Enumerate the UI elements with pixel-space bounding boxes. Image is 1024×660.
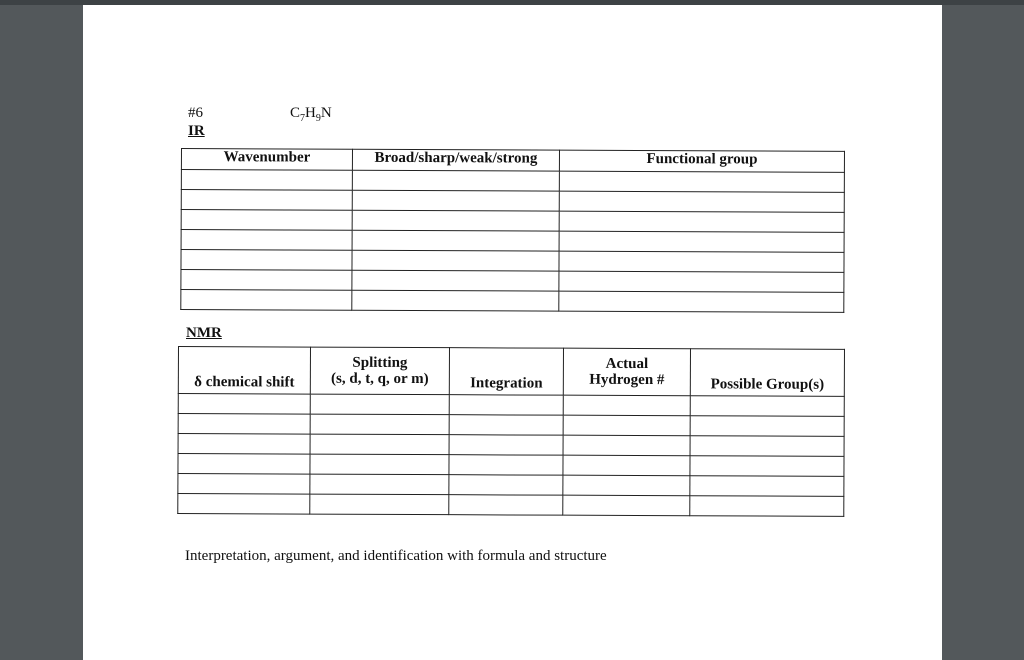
nmr-cell[interactable] [310, 454, 449, 475]
nmr-cell[interactable] [690, 456, 844, 477]
nmr-col-possible-groups: Possible Group(s) [690, 349, 844, 397]
nmr-cell[interactable] [690, 476, 844, 497]
ir-cell[interactable] [352, 210, 559, 231]
nmr-col-actual-hydrogen: Actual Hydrogen # [563, 348, 690, 396]
problem-number: #6 [188, 105, 203, 121]
nmr-cell[interactable] [449, 395, 563, 415]
nmr-cell[interactable] [563, 495, 690, 516]
nmr-cell[interactable] [449, 435, 563, 455]
nmr-cell[interactable] [310, 474, 449, 495]
ir-cell[interactable] [352, 190, 559, 211]
ir-cell[interactable] [181, 170, 352, 191]
nmr-cell[interactable] [563, 395, 690, 416]
nmr-table [177, 346, 845, 517]
ir-cell[interactable] [559, 171, 844, 192]
ir-header-row [181, 149, 844, 173]
ir-cell[interactable] [352, 170, 559, 191]
nmr-cell[interactable] [563, 415, 690, 436]
ir-cell[interactable] [352, 230, 559, 251]
nmr-cell[interactable] [449, 495, 563, 515]
ir-cell[interactable] [559, 211, 844, 232]
nmr-cell[interactable] [178, 494, 310, 515]
ir-col-intensity: Broad/sharp/weak/strong [352, 149, 559, 171]
nmr-cell[interactable] [310, 434, 449, 455]
ir-cell[interactable] [352, 270, 559, 291]
document-page [83, 5, 942, 660]
nmr-header-row [178, 347, 844, 397]
nmr-cell[interactable] [178, 474, 310, 495]
ir-cell[interactable] [559, 251, 844, 272]
ir-cell[interactable] [559, 231, 844, 252]
ir-cell[interactable] [181, 290, 352, 311]
nmr-cell[interactable] [563, 435, 690, 456]
ir-section-title: IR [188, 123, 205, 139]
table-row [178, 494, 844, 517]
ir-cell[interactable] [181, 190, 352, 211]
ir-cell[interactable] [559, 191, 844, 212]
nmr-cell[interactable] [449, 475, 563, 495]
ir-cell[interactable] [181, 250, 352, 271]
nmr-col-integration: Integration [449, 348, 563, 395]
molecular-formula: $C_7H_9N$ [290, 105, 332, 124]
nmr-cell[interactable] [178, 394, 310, 415]
nmr-cell[interactable] [449, 415, 563, 435]
nmr-cell[interactable] [310, 494, 449, 515]
nmr-section-title: NMR [186, 325, 222, 341]
nmr-cell[interactable] [690, 396, 844, 417]
ir-table [180, 148, 845, 313]
table-row [181, 290, 844, 313]
nmr-cell[interactable] [178, 414, 310, 435]
ir-col-functional-group: Functional group [559, 150, 844, 172]
nmr-cell[interactable] [310, 414, 449, 435]
ir-cell[interactable] [181, 270, 352, 291]
ir-cell[interactable] [559, 291, 844, 312]
nmr-cell[interactable] [690, 436, 844, 457]
ir-cell[interactable] [352, 250, 559, 271]
nmr-cell[interactable] [690, 416, 844, 437]
ir-cell[interactable] [181, 230, 352, 251]
nmr-cell[interactable] [449, 455, 563, 475]
nmr-cell[interactable] [178, 454, 310, 475]
nmr-cell[interactable] [690, 496, 844, 517]
ir-cell[interactable] [181, 210, 352, 231]
ir-cell[interactable] [352, 290, 559, 311]
interpretation-prompt: Interpretation, argument, and identification with formula and structure [185, 548, 607, 564]
nmr-cell[interactable] [310, 394, 449, 415]
nmr-cell[interactable] [563, 475, 690, 496]
nmr-cell[interactable] [563, 455, 690, 476]
nmr-cell[interactable] [178, 434, 310, 455]
nmr-col-splitting: Splitting (s, d, t, q, or m) [310, 347, 449, 395]
nmr-col-chemical-shift: δ chemical shift [178, 347, 310, 395]
ir-col-wavenumber: Wavenumber [181, 149, 352, 171]
ir-cell[interactable] [559, 271, 844, 292]
